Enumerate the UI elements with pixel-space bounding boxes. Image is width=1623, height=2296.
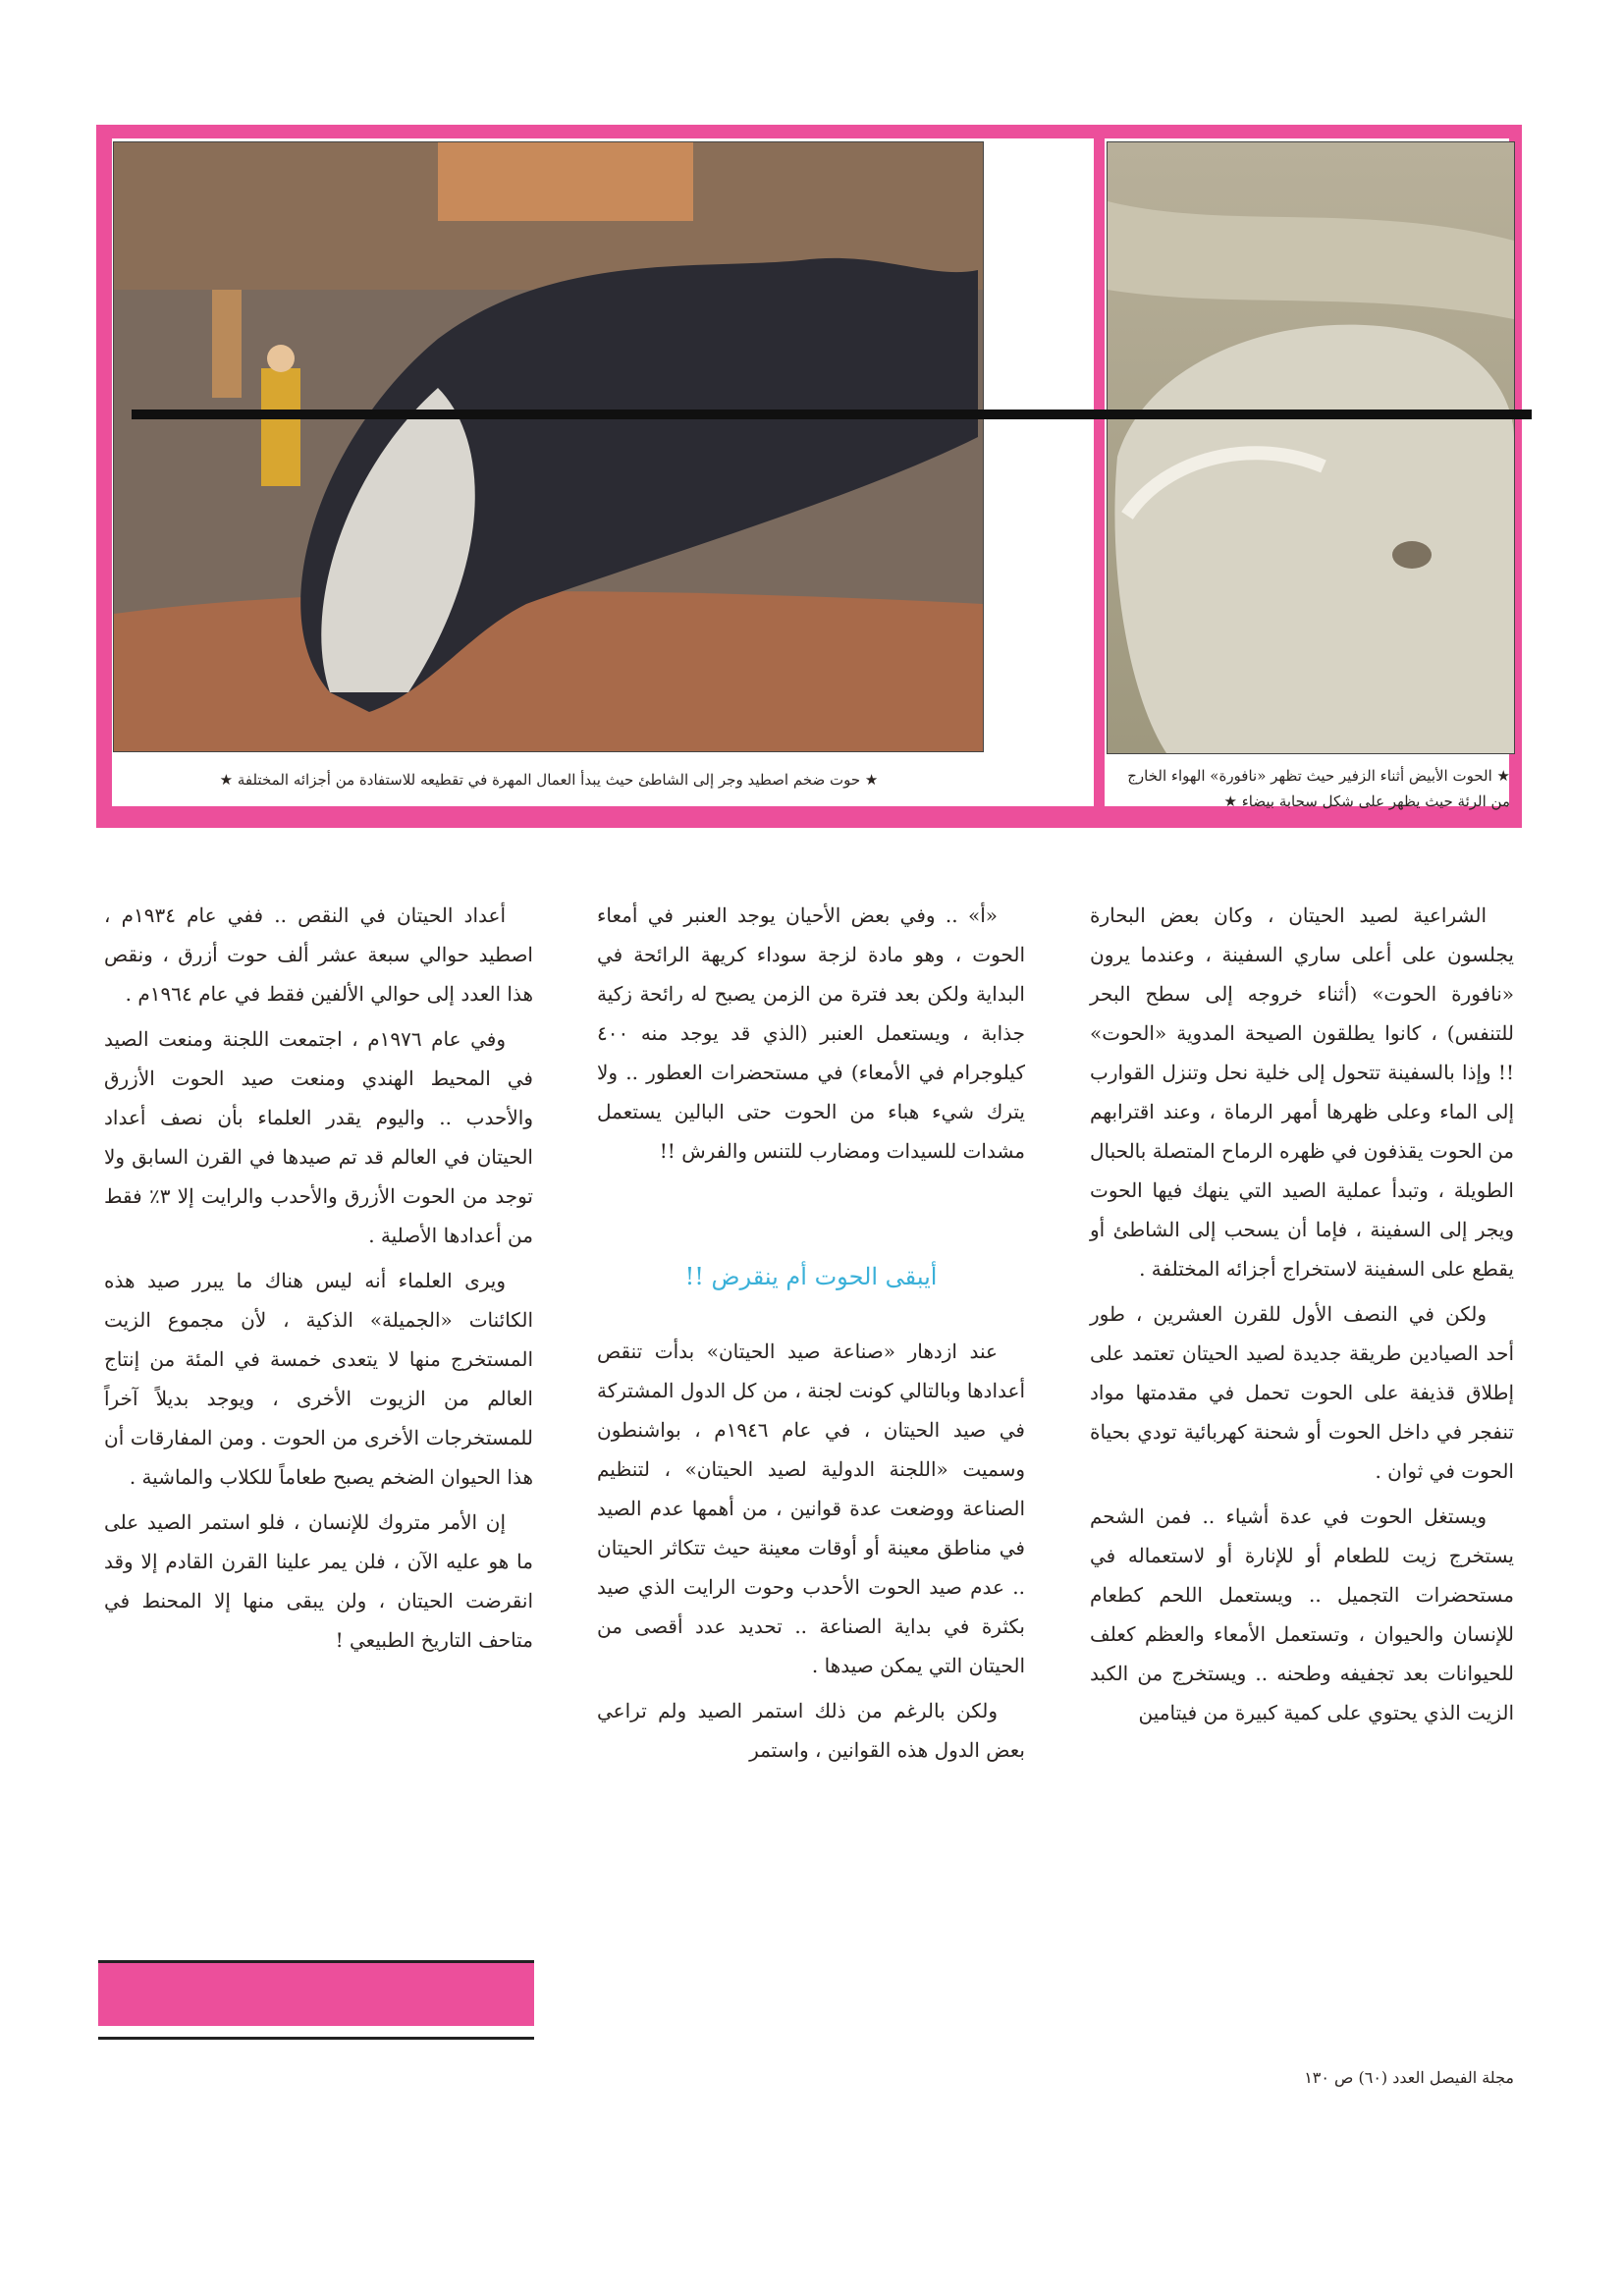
paragraph: ويرى العلماء أنه ليس هناك ما يبرر صيد هذه الكائنات «الجميلة» الذكية ، لأن مجموع الزيت المستخرج منها لا يتعدى خمسة في المئة من إنتاج العالم من الزيوت الأخرى ، ويوجد بديلاً آخراً للمستخرجات الأخرى من الحوت . ومن المفارقات أن هذا الحيوان الضخم يصبح طعاماً للكلاب والماشية . — [104, 1269, 533, 1489]
text-column-left — [104, 896, 533, 1660]
photo-panel-right — [1105, 138, 1510, 810]
paragraph: عند ازدهار «صناعة صيد الحيتان» بدأت تنقص أعدادها وبالتالي كونت لجنة ، من كل الدول المشتركة في صيد الحيتان ، في عام ١٩٤٦م ، بواشنطون وسميت «اللجنة الدولية لصيد الحيتان» ، لتنظيم الصناعة ووضعت عدة قوانين ، من أهمها عدم الصيد في مناطق معينة أو أوقات معينة حيث تتكاثر الحيتان .. عدم صيد الحوت الأحدب وحوت الرايت الذي صيد بكثرة في بداية الصناعة .. تحديد عدد أقصى من الحيتان التي يمكن صيدها . — [597, 1339, 1025, 1677]
text-column-right — [1090, 896, 1514, 1732]
pink-end-bar — [98, 1960, 534, 2026]
black-strike-line — [132, 410, 1532, 419]
bottom-rule — [98, 2037, 534, 2040]
photo-frame — [96, 125, 1522, 828]
photo-caption-left: ★ حوت ضخم اصطيد وجر إلى الشاطئ حيث يبدأ العمال المهرة في تقطيعه للاستفادة من أجزائه المختلفة ★ — [219, 771, 879, 789]
page-folio: مجلة الفيصل العدد (٦٠) ص ١٣٠ — [1304, 2068, 1514, 2087]
paragraph: ولكن في النصف الأول للقرن العشرين ، طور أحد الصيادين طريقة جديدة لصيد الحيتان تعتمد على إطلاق قذيفة على الحوت تحمل في مقدمتها مواد تنفجر في داخل الحوت أو شحنة كهربائية تودي بحياة الحوت في ثوان . — [1090, 1302, 1514, 1483]
white-whale-photo — [1107, 141, 1515, 754]
whale-on-shore-photo — [113, 141, 984, 752]
photo-panel-left — [112, 138, 1094, 806]
section-subhead: أيبقى الحوت أم ينقرض !! — [684, 1263, 938, 1290]
paragraph: وفي عام ١٩٧٦م ، اجتمعت اللجنة ومنعت الصيد في المحيط الهندي ومنعت صيد الحوت الأزرق والأحدب .. واليوم يقدر العلماء بأن نصف أعداد الحيتان في العالم قد تم صيدها في القرن السابق ولا توجد من الحوت الأزرق والأحدب والرايت إلا ٣٪ فقط من أعدادها الأصلية . — [104, 1027, 533, 1247]
text-column-middle — [597, 896, 1025, 1770]
paragraph: إن الأمر متروك للإنسان ، فلو استمر الصيد على ما هو عليه الآن ، فلن يمر علينا القرن القادم إلا وقد انقرضت الحيتان ، ولن يبقى منها إلا المحنط في متاحف التاريخ الطبيعي ! — [104, 1510, 533, 1652]
paragraph: ويستغل الحوت في عدة أشياء .. فمن الشحم يستخرج زيت للطعام أو للإنارة أو لاستعماله في مستحضرات التجميل .. ويستعمل اللحم كطعام للإنسان والحيوان ، وتستعمل الأمعاء والعظم كعلف للحيوانات بعد تجفيفه وطحنه .. ويستخرج من الكبد الزيت الذي يحتوي على كمية كبيرة من فيتامين — [1090, 1504, 1514, 1724]
photo-caption-right: ★ الحوت الأبيض أثناء الزفير حيث تظهر «نافورة» الهواء الخارج من الرئة حيث يظهر على شكل سحابة بيضاء ★ — [1127, 767, 1510, 810]
paragraph: الشراعية لصيد الحيتان ، وكان بعض البحارة يجلسون على أعلى ساري السفينة ، وعندما يرون «نافورة الحوت» (أثناء خروجه إلى سطح البحر للتنفس) ، كانوا يطلقون الصيحة المدوية «الحوت» !! وإذا بالسفينة تتحول إلى خلية نحل وتنزل القوارب إلى الماء وعلى ظهرها أمهر الرماة ، وعند اقترابهم من الحوت يقذفون في ظهره الرماح المتصلة بالحبال الطويلة ، وتبدأ عملية الصيد التي ينهك فيها الحوت ويجر إلى السفينة ، فإما أن يسحب إلى الشاطئ أو يقطع على السفينة لاستخراج أجزائه المختلفة . — [1090, 903, 1514, 1281]
paragraph: ولكن بالرغم من ذلك استمر الصيد ولم تراعي بعض الدول هذه القوانين ، واستمر — [597, 1699, 1025, 1762]
paragraph: أعداد الحيتان في النقص .. ففي عام ١٩٣٤م ، اصطيد حوالي سبعة عشر ألف حوت أزرق ، ونقص هذا العدد إلى حوالي الألفين فقط في عام ١٩٦٤م . — [104, 903, 533, 1006]
paragraph: «أ» .. وفي بعض الأحيان يوجد العنبر في أمعاء الحوت ، وهو مادة لزجة سوداء كريهة الرائحة في البداية ولكن بعد فترة من الزمن يصبح له رائحة زكية جذابة ، ويستعمل العنبر (الذي قد يوجد منه ٤٠٠ كيلوجرام في الأمعاء) في مستحضرات العطور .. ولا يترك شيء هباء من الحوت حتى البالين يستعمل مشدات للسيدات ومضارب للتنس والفرش !! — [597, 903, 1025, 1163]
